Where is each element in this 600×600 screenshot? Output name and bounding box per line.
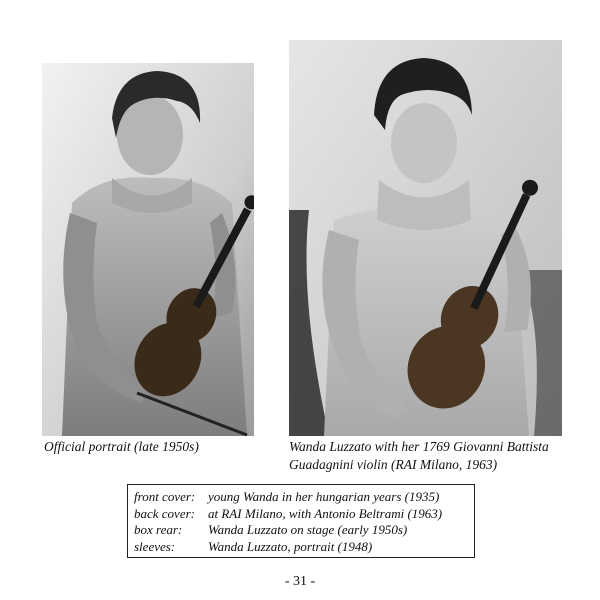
caption-right xyxy=(289,438,579,474)
credit-label: back cover: xyxy=(134,505,195,521)
credit-value: Wanda Luzzato on stage (early 1950s) xyxy=(208,522,408,537)
credit-row xyxy=(134,522,468,539)
portrait-photo-left xyxy=(42,63,254,436)
credit-row xyxy=(134,506,468,523)
page-number: - 31 - xyxy=(284,574,316,589)
credit-row xyxy=(134,489,468,506)
credit-value: Wanda Luzzato, portrait (1948) xyxy=(208,538,373,554)
credit-value: at RAI Milano, with Antonio Beltrami (1963) xyxy=(208,505,443,521)
caption-left: Official portrait (late 1950s) xyxy=(44,439,199,454)
credit-label: box rear: xyxy=(134,522,183,537)
credit-value: young Wanda in her hungarian years (1935) xyxy=(208,489,440,504)
credit-row xyxy=(134,539,468,556)
caption-right-line1: Wanda Luzzato with her 1769 Giovanni Battista xyxy=(289,439,549,454)
credit-label: sleeves: xyxy=(134,538,176,554)
credit-label: front cover: xyxy=(134,489,196,504)
portrait-photo-right xyxy=(289,40,562,436)
cover-credits-box xyxy=(127,484,475,558)
caption-right-line2: Guadagnini violin (RAI Milano, 1963) xyxy=(289,457,498,472)
